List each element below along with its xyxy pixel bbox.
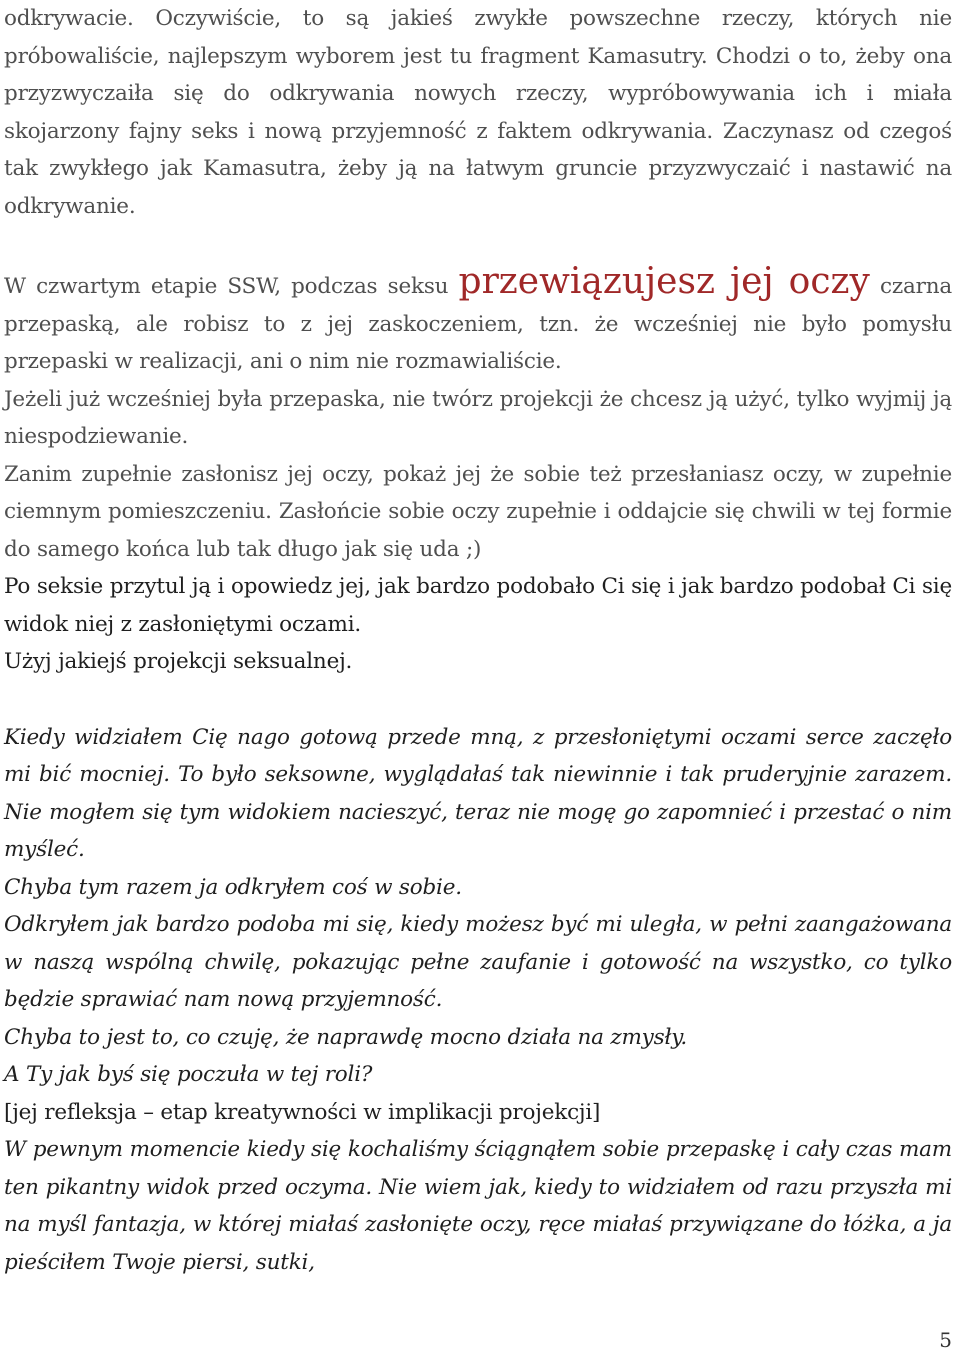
- italic-paragraph-senses: Chyba to jest to, co czuję, że naprawdę mocno działa na zmysły.: [4, 1024, 687, 1050]
- italic-paragraph-submission: Odkryłem jak bardzo podoba mi się, kiedy możesz być mi uległa, w pełni zaangażowana w naszą wspólną chwilę, pokazując pełne zaufanie i gotowość na wszystko, co tylko będzie sprawiać nam nową przyjemność.: [4, 912, 952, 1012]
- paragraph-previous-blindfold: Jeżeli już wcześniej była przepaska, nie twórz projekcji że chcesz ją użyć, tylko wyjmij ją niespodziewanie.: [4, 386, 952, 449]
- page-number: 5: [939, 1328, 952, 1352]
- paragraph-cover-eyes: Zanim zupełnie zasłonisz jej oczy, pokaż jej że sobie też przesłaniasz oczy, w zupełnie ciemnym pomieszczeniu. Zasłońcie sobie oczy zupełnie i oddajcie się chwili w tej formie do samego końca lub tak długo jak się uda ;): [4, 461, 952, 562]
- paragraph-blindfold-start: W czwartym etapie SSW, podczas seksu: [4, 274, 459, 299]
- reflection-note: [jej refleksja – etap kreatywności w implikacji projekcji]: [4, 1099, 601, 1125]
- highlighted-phrase: przewiązujesz jej oczy: [458, 261, 870, 302]
- italic-paragraph-seeing: Kiedy widziałem Cię nago gotową przede mną, z przesłoniętymi oczami serce zaczęło mi bić mocniej. To było seksowne, wyglądałaś tak niewinnie i tak pruderyjnie zarazem. Nie mogłem się tym widokiem nacieszyć, teraz nie mogę go zapomnieć i przestać o nim myśleć.: [4, 724, 952, 862]
- italic-paragraph-question: A Ty jak byś się poczuła w tej roli?: [4, 1062, 373, 1087]
- paragraph-gap: [4, 681, 952, 719]
- paragraph-after-sex: Po seksie przytul ją i opowiedz jej, jak bardzo podobało Ci się i jak bardzo podobał Ci się widok niej z zasłoniętymi oczami.: [4, 574, 952, 637]
- paragraph-blindfold: [4, 263, 952, 381]
- paragraph-gap: [4, 225, 952, 263]
- document-page: [4, 0, 952, 1281]
- italic-paragraph-fantasy: W pewnym momencie kiedy się kochaliśmy ściągnąłem sobie przepaskę i cały czas mam ten pikantny widok przed oczyma. Nie wiem jak, kiedy to widziałem od razu przyszła mi na myśl fantazja, w której miałaś zasłonięte oczy, ręce miałaś przywiązane do łóżka, a ja pieściłem Twoje piersi, sutki,: [4, 1137, 952, 1275]
- paragraph-kamasutra: odkrywacie. Oczywiście, to są jakieś zwykłe powszechne rzeczy, których nie próbowaliście, najlepszym wyborem jest tu fragment Kamasutry. Chodzi o to, żeby ona przyzwyczaiła się do odkrywania nowych rzeczy, wypróbowywania ich i miała skojarzony fajny seks i nową przyjemność z faktem odkrywania. Zaczynasz od czegoś tak zwykłego jak Kamasutra, żeby ją na łatwym gruncie przyzwyczaić i nastawić na odkrywanie.: [4, 6, 952, 219]
- italic-paragraph-discovered: Chyba tym razem ja odkryłem coś w sobie.: [4, 874, 462, 900]
- paragraph-blindfold-end: czarna przepaską, ale robisz to z jej zaskoczeniem, tzn. że wcześniej nie było pomysłu przepaski w realizacji, ani o nim nie rozmawialiście.: [4, 274, 952, 374]
- paragraph-projection: Użyj jakiejś projekcji seksualnej.: [4, 649, 353, 674]
